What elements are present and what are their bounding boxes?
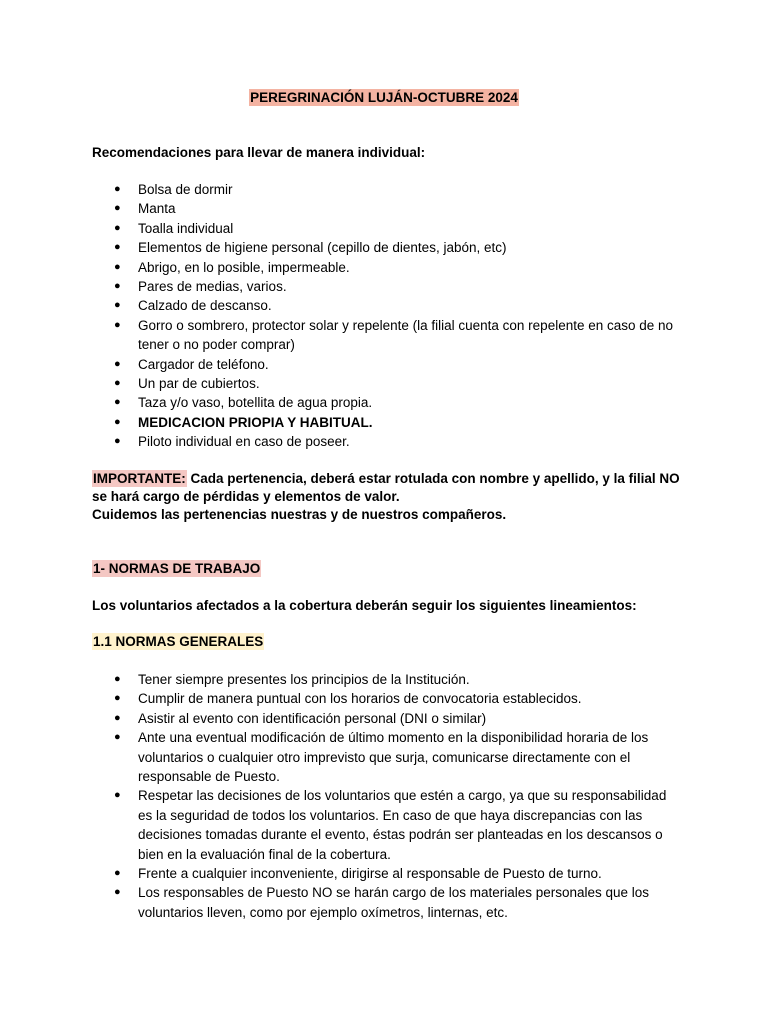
general-norms-list: [92, 670, 682, 922]
bullet-icon: ●: [114, 280, 121, 293]
list-item: ● Manta: [92, 199, 682, 218]
bullet-icon: ●: [114, 867, 121, 880]
list-item: ● Respetar las decisiones de los voluntarios que estén a cargo, ya que su responsabilidad es la seguridad de todos los voluntarios. En caso de que haya discrepancias con las decisiones tomadas durante el evento, éstas podrán ser planteadas en los descansos o bien en la evaluación final de la cobertura.: [114, 788, 667, 862]
bullet-icon: ●: [114, 183, 121, 195]
list-item: ● Asistir al evento con identificación personal (DNI o similar): [92, 709, 682, 728]
bullet-icon: ●: [114, 221, 121, 234]
bullet-icon: ●: [114, 673, 121, 685]
bullet-icon: ●: [114, 396, 121, 409]
list-item: ● Bolsa de dormir: [92, 180, 682, 199]
list-item: ● Elementos de higiene personal (cepillo de dientes, jabón, etc): [92, 238, 682, 257]
list-item: ● Los responsables de Puesto NO se harán cargo de los materiales personales que los voluntarios lleven, como por ejemplo oxímetros, linternas, etc.: [114, 885, 650, 920]
list-item: ● Gorro o sombrero, protector solar y repelente (la filial cuenta con repelente en caso de no tener o no poder comprar): [114, 317, 674, 353]
list-item: ● Calzado de descanso.: [92, 296, 682, 315]
bullet-icon: ●: [114, 318, 121, 331]
section-1-1-heading-line: [92, 634, 682, 649]
list-item: ● Un par de cubiertos.: [92, 374, 682, 393]
list-item: ● Abrigo, en lo posible, impermeable.: [92, 258, 682, 277]
important-closing: Cuidemos las pertenencias nuestras y de nuestros compañeros.: [92, 507, 507, 522]
document-title: PEREGRINACIÓN LUJÁN-OCTUBRE 2024: [250, 90, 518, 105]
bullet-icon: ●: [114, 692, 121, 705]
list-item: ● Piloto individual en caso de poseer.: [92, 432, 682, 451]
list-item: ● Cargador de teléfono.: [92, 355, 682, 374]
list-item: ● MEDICACION PRIOPIA Y HABITUAL.: [92, 413, 682, 432]
list-item: ● Frente a cualquier inconveniente, dirigirse al responsable de Puesto de turno.: [92, 864, 682, 883]
bullet-icon: ●: [114, 789, 121, 802]
important-note: [92, 470, 682, 524]
bullet-icon: ●: [114, 241, 121, 254]
list-item: ● Tener siempre presentes los principios de la Institución.: [92, 670, 682, 689]
bullet-icon: ●: [114, 711, 121, 724]
recommendations-list: [92, 180, 682, 452]
section-1-heading: 1- NORMAS DE TRABAJO: [93, 561, 261, 576]
bullet-icon: ●: [114, 886, 121, 899]
bullet-icon: ●: [114, 377, 121, 390]
list-item: ● Taza y/o vaso, botellita de agua propia.: [92, 393, 682, 412]
bullet-icon: ●: [114, 435, 121, 448]
bullet-icon: ●: [114, 357, 121, 370]
list-item: ● Ante una eventual modificación de último momento en la disponibilidad horaria de los voluntarios o cualquier otro imprevisto que surja, comunicarse directamente con el responsable de Puesto.: [114, 730, 649, 785]
important-label: IMPORTANTE:: [93, 471, 186, 486]
section-1-heading-line: [92, 561, 682, 576]
bullet-icon: ●: [114, 731, 121, 744]
section-1-intro: Los voluntarios afectados a la cobertura deberán seguir los siguientes lineamientos:: [92, 598, 637, 613]
list-item: ● Toalla individual: [92, 219, 682, 238]
document-title-line: [0, 90, 768, 105]
bullet-icon: ●: [114, 299, 121, 312]
important-text: Cada pertenencia, deberá estar rotulada con nombre y apellido, y la filial NO se hará cargo de pérdidas y elementos de valor.: [92, 471, 680, 504]
bullet-icon: ●: [114, 202, 121, 215]
list-item: ● Pares de medias, varios.: [92, 277, 682, 296]
bullet-icon: ●: [114, 415, 121, 428]
list-item: ● Cumplir de manera puntual con los horarios de convocatoria establecidos.: [92, 689, 682, 708]
section-1-1-heading: 1.1 NORMAS GENERALES: [93, 634, 264, 649]
bullet-icon: ●: [114, 260, 121, 273]
recommendations-heading: Recomendaciones para llevar de manera individual:: [92, 145, 426, 160]
